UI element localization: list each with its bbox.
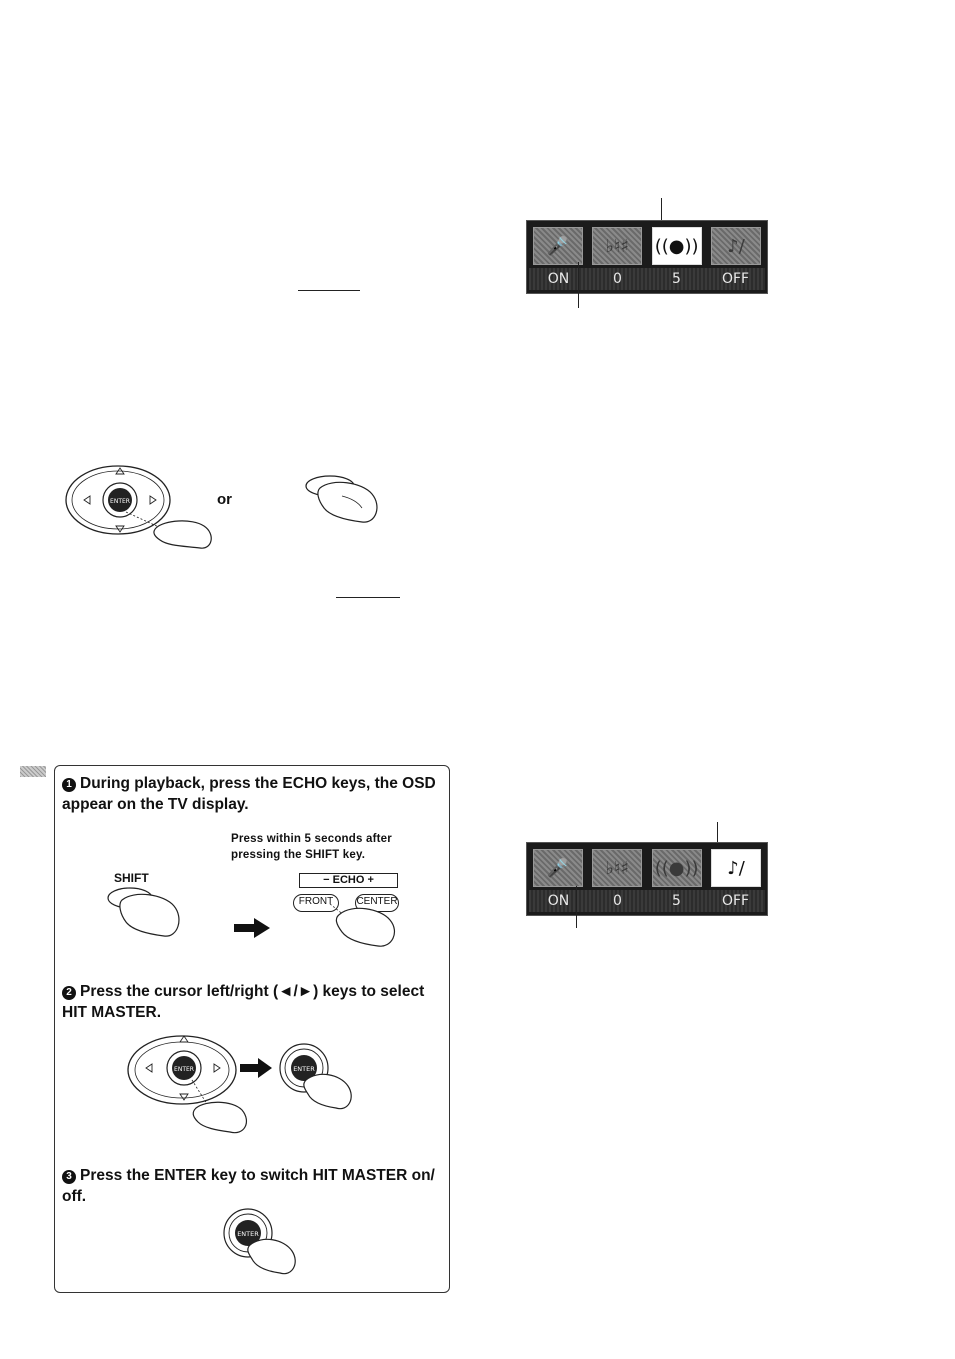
hit-master-icon: ♪/ (711, 849, 761, 887)
hit-master-icon: ♪/ (711, 227, 761, 265)
osd-value: 5 (672, 893, 681, 909)
step-3 (62, 1165, 444, 1207)
step-2-text: Press the cursor left/right (◄/►) keys to select HIT MASTER. (62, 983, 425, 1021)
echo-icon: ((●)) (652, 227, 702, 265)
step-number-1: 1 (62, 778, 76, 792)
echo-key-label: − ECHO + (299, 873, 398, 888)
underline-mark (336, 597, 400, 598)
or-label: or (217, 491, 232, 508)
shift-timing-note: Press within 5 seconds after pressing the SHIFT key. (231, 833, 392, 861)
svg-text:ENTER: ENTER (237, 1230, 259, 1238)
svg-text:ENTER: ENTER (174, 1066, 194, 1073)
key-control-icon: ♭♮♯ (592, 849, 642, 887)
finger-press-icon (320, 900, 402, 950)
svg-text:ENTER: ENTER (110, 498, 130, 505)
osd-value: 0 (613, 893, 622, 909)
key-control-icon: ♭♮♯ (592, 227, 642, 265)
step-1-text: During playback, press the ECHO keys, the OSD appear on the TV display. (62, 775, 436, 813)
osd-value: 5 (672, 271, 681, 287)
osd-value: OFF (721, 271, 750, 287)
leader-line (578, 262, 579, 308)
section-marker (20, 766, 46, 777)
svg-text:ENTER: ENTER (293, 1065, 315, 1073)
front-key[interactable]: FRONT (293, 894, 339, 912)
cursor-pad-illustration (64, 462, 224, 554)
finger-press-illustration (302, 472, 382, 532)
enter-button-icon (278, 1040, 354, 1112)
shift-label: SHIFT (114, 871, 149, 885)
osd-value: OFF (721, 893, 750, 909)
step-2 (62, 981, 444, 1023)
cursor-pad-icon (126, 1032, 256, 1136)
step-number-2: 2 (62, 986, 76, 1000)
enter-button-icon (222, 1205, 302, 1281)
osd-value: ON (547, 893, 570, 909)
microphone-icon: 🎤 (533, 849, 583, 887)
shift-press-illustration (104, 884, 186, 944)
step-3-text: Press the ENTER key to switch HIT MASTER on/ off. (62, 1167, 435, 1205)
underline-mark (298, 290, 360, 291)
osd-value: 0 (613, 271, 622, 287)
leader-line (576, 886, 577, 928)
center-key[interactable]: CENTER (355, 894, 399, 912)
right-arrow-icon (234, 918, 270, 938)
echo-icon: ((●)) (652, 849, 702, 887)
osd-bar-top (526, 220, 768, 294)
step-number-3: 3 (62, 1170, 76, 1184)
osd-value: ON (547, 271, 570, 287)
microphone-icon: 🎤 (533, 227, 583, 265)
right-arrow-icon (240, 1058, 272, 1078)
step-1 (62, 773, 444, 815)
osd-bar-bottom (526, 842, 768, 916)
